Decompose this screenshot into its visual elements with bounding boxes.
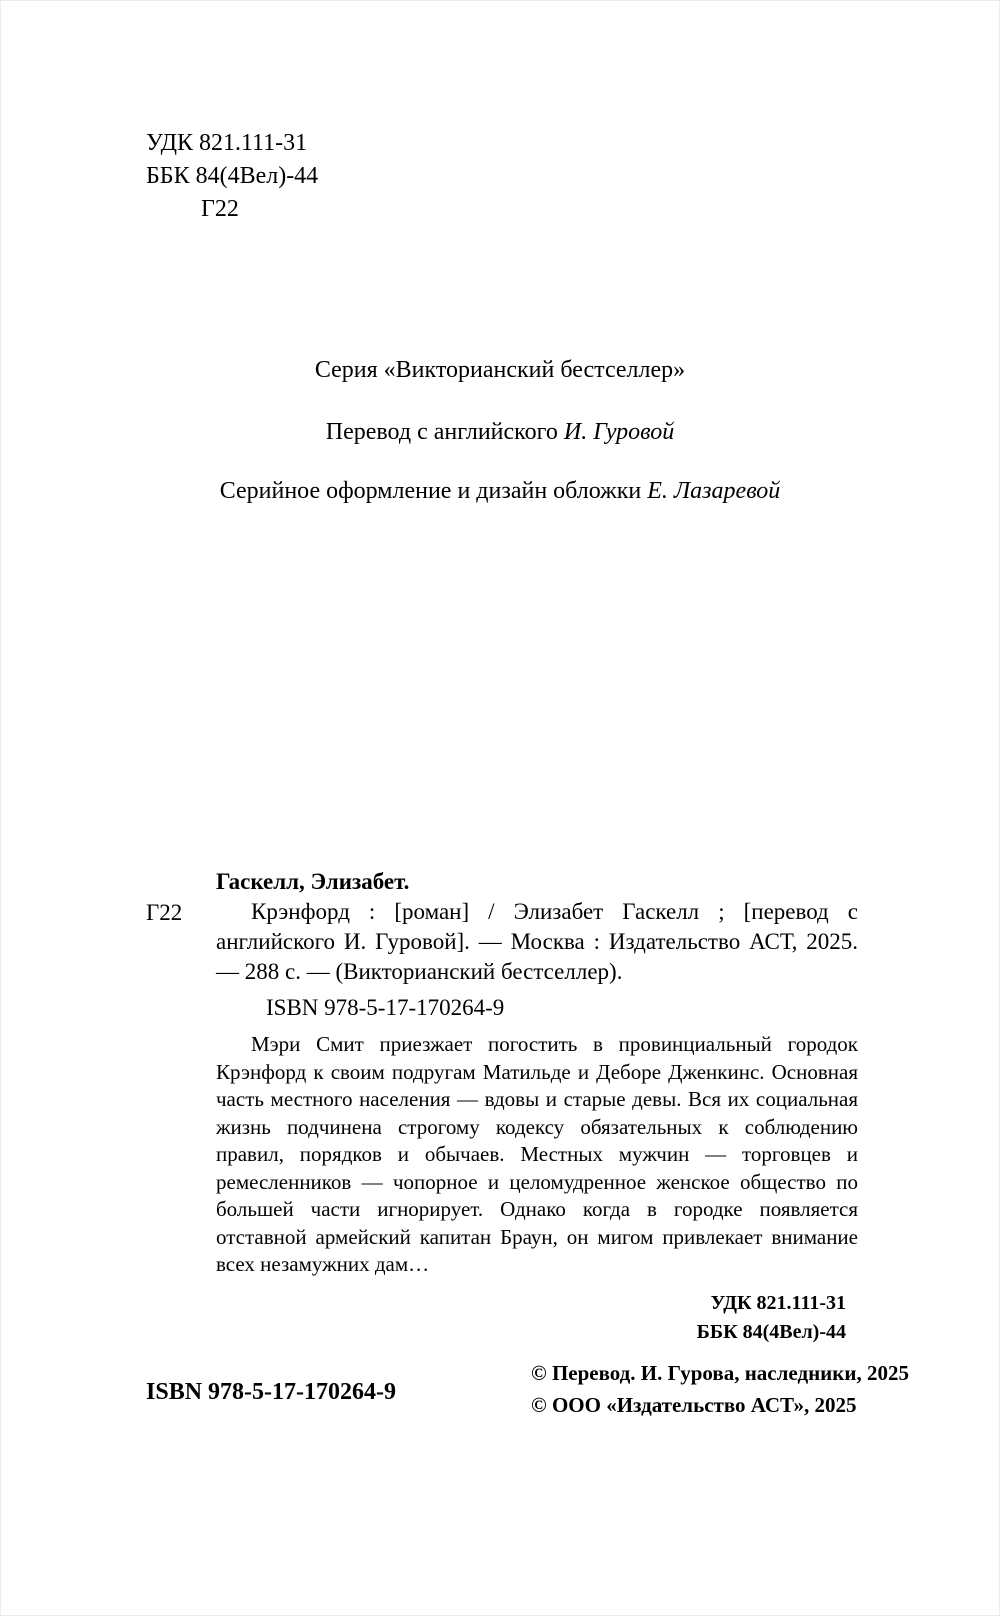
- catalog-card: [146, 867, 858, 1347]
- bbk-right-line: ББК 84(4Вел)-44: [696, 1320, 846, 1343]
- translation-credit: [1, 419, 999, 446]
- author-sign-code: Г22: [201, 196, 239, 222]
- bbk-line: ББК 84(4Вел)-44: [146, 163, 319, 189]
- copyright-translation: © Перевод. И. Гурова, наследники, 2025: [531, 1361, 909, 1385]
- catalog-isbn: ISBN 978-5-17-170264-9: [266, 995, 505, 1020]
- udk-right-line: УДК 821.111-31: [710, 1291, 846, 1314]
- design-credit-prefix: Серийное оформление и дизайн обложки: [219, 478, 648, 504]
- annotation-text: Мэри Смит приезжает погостить в провинциальный городок Крэнфорд к своим подругам Матильде и Деборе Дженкинс. Основная часть местного населения — вдовы и старые девы. Вся их социальная жизнь подчинена строгому кодексу обязательных к соблюдению правил, порядков и обычаев. Местных мужчин — торговцев и ремесленников — чопорное и целомудренное женское общество по большей части игнорирует. Однако когда в городке появляется отставной армейский капитан Браун, он мигом привлекает внимание всех незамужних дам…: [216, 1032, 858, 1276]
- catalog-author-code: Г22: [146, 900, 183, 925]
- udk-line: УДК 821.111-31: [146, 130, 308, 156]
- designer-name: Е. Лазаревой: [647, 478, 781, 504]
- classification-block: [146, 127, 318, 226]
- design-credit: [1, 478, 999, 505]
- copyright-block: [531, 1357, 909, 1421]
- bibliographic-record-row: [146, 897, 858, 987]
- classification-right-block: [146, 1289, 846, 1347]
- bibliographic-record: Крэнфорд : [роман] / Элизабет Гаскелл ; [перевод с английского И. Гуровой]. — Москва : Издательство АСТ, 2025. — 288 с. — (Викторианский бестселлер).: [216, 899, 858, 984]
- translator-name: И. Гуровой: [563, 419, 675, 445]
- copyright-publisher: © ООО «Издательство АСТ», 2025: [531, 1393, 857, 1417]
- translation-credit-prefix: Перевод с английского: [325, 419, 564, 445]
- catalog-author: Гаскелл, Элизабет.: [216, 869, 410, 894]
- series-title: Серия «Викторианский бестселлер»: [314, 357, 686, 383]
- footer-isbn: ISBN 978-5-17-170264-9: [146, 1379, 396, 1405]
